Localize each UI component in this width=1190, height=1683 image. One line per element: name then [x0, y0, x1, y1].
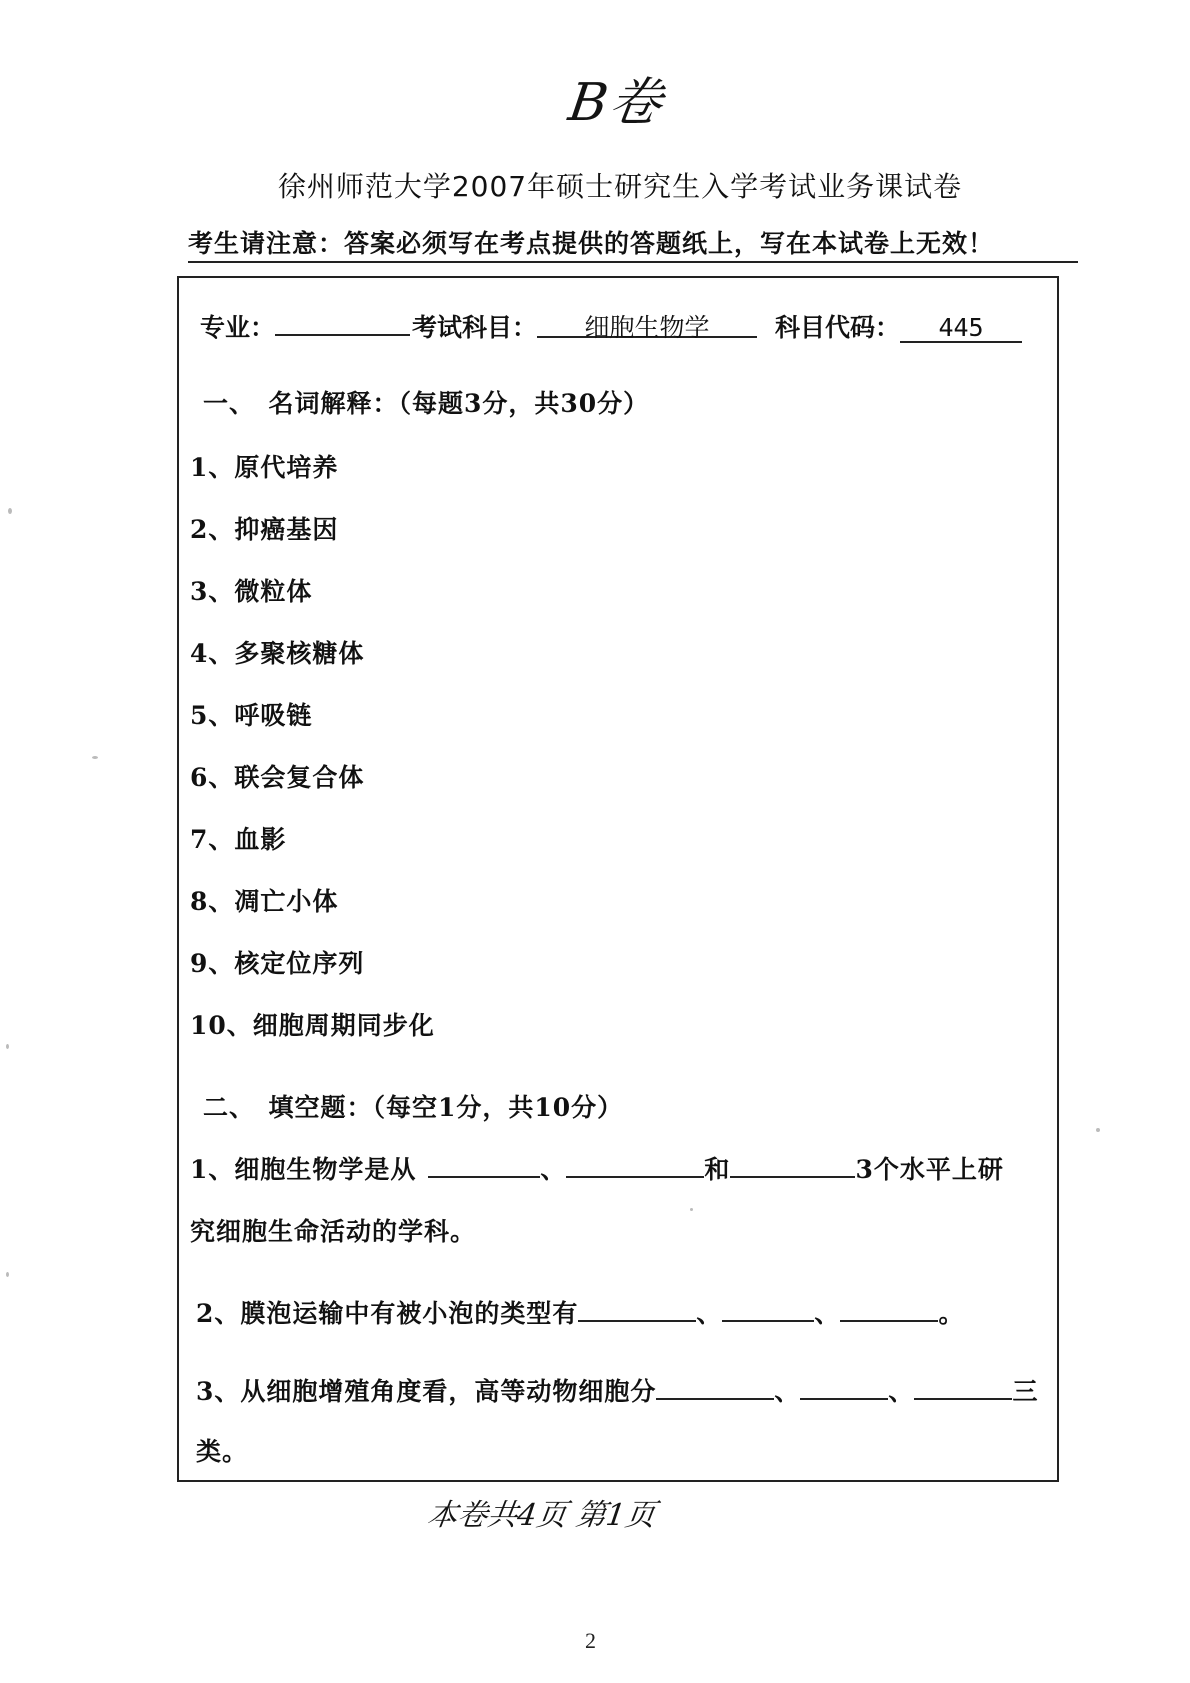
q3-blank-2 [800, 1376, 888, 1400]
section1-item: 5、呼吸链 [190, 701, 313, 730]
subject-label: 考试科目： [412, 313, 538, 342]
section1-item: 9、核定位序列 [190, 949, 365, 978]
subject-value: 细胞生物学 [537, 308, 757, 338]
scan-speck [92, 756, 98, 759]
scan-speck [1096, 1128, 1100, 1132]
q2-prefix: 2、膜泡运输中有被小泡的类型有 [196, 1299, 579, 1328]
q2-sep2: 、 [814, 1299, 841, 1328]
q2-blank-2 [722, 1298, 814, 1322]
paper-version-mark: B卷 [565, 73, 668, 133]
scan-speck [6, 1272, 9, 1277]
section1-item: 4、多聚核糖体 [190, 639, 365, 668]
fill-question-1-line2: 究细胞生命活动的学科。 [190, 1217, 477, 1246]
section1-item: 6、联会复合体 [190, 763, 365, 792]
major-field [200, 308, 410, 344]
q2-blank-1 [578, 1298, 696, 1322]
q3-sep2: 、 [888, 1377, 915, 1406]
section1-item: 1、原代培养 [190, 453, 339, 482]
page-count-footer: 本卷共4页 第1页 [425, 1498, 658, 1533]
major-label: 专业： [200, 313, 276, 342]
fill-question-3-line2: 类。 [196, 1437, 249, 1466]
q3-sep1: 、 [774, 1377, 801, 1406]
q1-blank-2 [566, 1154, 704, 1178]
q2-blank-3 [840, 1298, 938, 1322]
q1-prefix: 1、细胞生物学是从 [190, 1155, 417, 1184]
section1-item: 3、微粒体 [190, 577, 313, 606]
q1-sep2: 和 [704, 1155, 731, 1184]
fill-question-2 [196, 1294, 964, 1330]
section1-item: 2、抑癌基因 [190, 515, 339, 544]
scan-speck [8, 508, 12, 514]
q1-blank-1 [428, 1154, 540, 1178]
major-blank [275, 312, 410, 336]
q1-suffix: 3个水平上研 [855, 1155, 1004, 1184]
scan-speck [690, 1208, 693, 1211]
page-number: 2 [585, 1628, 596, 1653]
q2-suffix: 。 [938, 1299, 965, 1328]
code-value: 445 [900, 313, 1022, 343]
q3-blank-3 [914, 1376, 1012, 1400]
q3-blank-1 [656, 1376, 774, 1400]
section1-item: 7、血影 [190, 825, 287, 854]
q1-blank-3 [730, 1154, 855, 1178]
fill-question-3 [196, 1372, 1038, 1408]
q1-sep1: 、 [540, 1155, 567, 1184]
scan-speck [6, 1044, 9, 1049]
exam-title: 徐州师范大学2007年硕士研究生入学考试业务课试卷 [277, 170, 963, 203]
section1-item: 8、凋亡小体 [190, 887, 339, 916]
code-field [775, 308, 1022, 344]
section1-heading: 一、 名词解释：（每题3分，共30分） [203, 389, 650, 418]
section1-item: 10、细胞周期同步化 [190, 1011, 435, 1040]
q3-prefix: 3、从细胞增殖角度看，高等动物细胞分 [196, 1377, 657, 1406]
fill-question-1 [190, 1150, 1004, 1186]
section2-heading: 二、 填空题：（每空1分，共10分） [203, 1093, 624, 1122]
subject-field [412, 308, 757, 344]
exam-notice: 考生请注意：答案必须写在考点提供的答题纸上，写在本试卷上无效！ [188, 224, 1078, 263]
q2-sep1: 、 [696, 1299, 723, 1328]
q3-suffix: 三 [1012, 1377, 1039, 1406]
code-label: 科目代码： [775, 313, 901, 342]
